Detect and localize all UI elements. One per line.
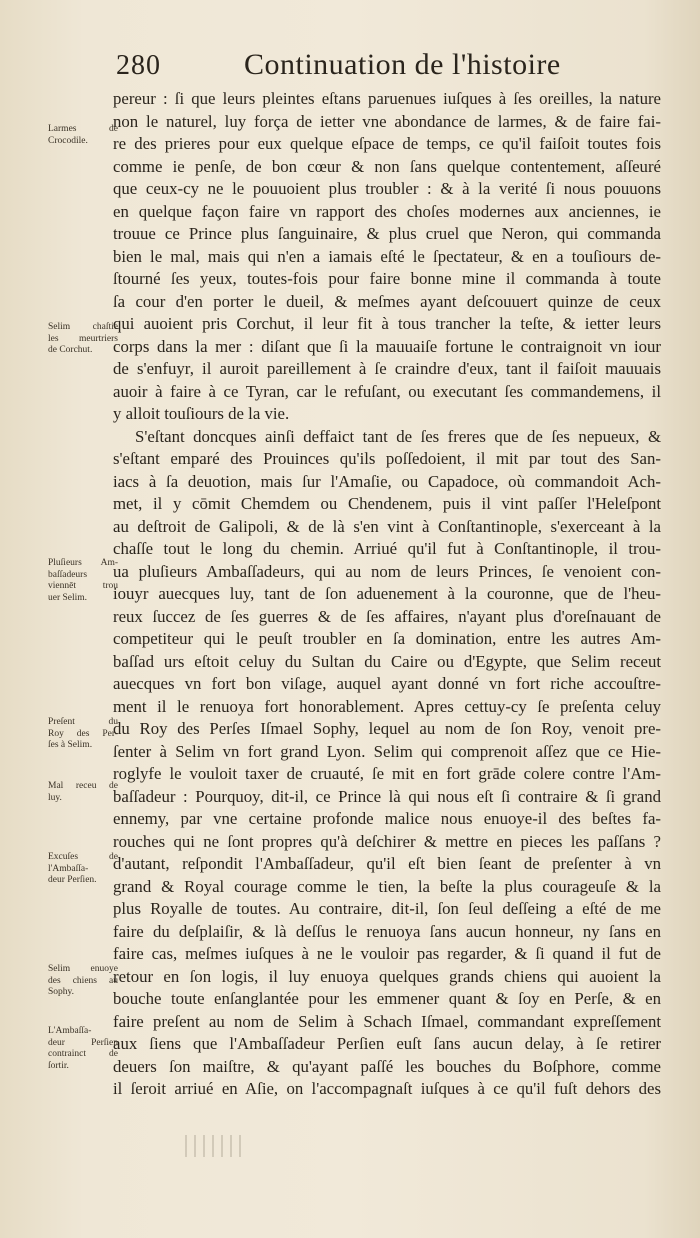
marginal-note-line: Selim enuoye [48,964,118,974]
marginal-note-excuses [48,852,118,887]
text-line: trouue ce Prince plus ſanguinaire, & plus cruel que Neron, qui commanda [113,224,661,243]
marginal-note-line: deur Perſien. [48,875,97,885]
text-line: re des prieres pour eux quelque eſpace de temps, ce qu'il faiſoit toutes fois [113,134,661,153]
text-line: de s'enfuyr, il auroit pareillement à ſe craindre d'eux, tant il faiſoit mauuais [113,359,661,378]
marginal-note-line: contrainct de [48,1049,118,1059]
body-text [113,88,661,1101]
text-line: ennemy, par vne certaine profonde malice nous enuoye-il des beſtes fa- [113,809,661,828]
text-line: du Roy des Perſes Iſmael Sophy, lequel au nom de ſon Roy, venoit pre- [113,719,661,738]
marginal-note-plusieurs-ambassadeurs [48,558,118,604]
marginal-note-line: Excuſes de [48,852,118,862]
text-line: reux ſuccez de ſes guerres & de ſes affaires, n'ayant plus d'oreſnauant de [113,606,661,626]
ink-smudge [185,1135,245,1157]
text-line: S'eſtant doncques ainſi deffaict tant de ſes freres que de ſes nepueux, & [135,426,661,446]
text-line: qui auoient pris Corchut, il leur fit à tous trancher la teſte, & ietter leurs [113,314,661,333]
text-line: auoir à faire à ce Tyran, car le refuſant, ou executant ſes commandemens, il [113,381,661,401]
text-line: rouches qui ne ſont propres qu'à deſchirer & mettre en pieces les paſſans ? [113,831,661,851]
running-title: Continuation de l'histoire [244,48,561,81]
text-line: competiteur qui le peuſt troubler en ſa domination, entre les autres Am- [113,629,661,648]
marginal-note-larmes [48,124,118,147]
text-line: comme ie penſe, de bon cœur & non ſans quelque contentement, aſſeuré [113,156,661,176]
text-line: il ſeroit arriué en Aſie, on l'accompagnaſt iuſques à ce qu'il fuſt dehors des [113,1079,661,1098]
text-line: aux ſiens que l'Ambaſſadeur Perſien euſt ſans aucun delay, à ſe retirer [113,1034,661,1053]
marginal-note-present [48,717,118,752]
text-line: ſenter à Selim vn fort grand Lyon. Selim qui comprenoit aſſez que ce Hie- [113,741,661,761]
page-header [116,46,640,86]
text-line: corps dans la mer : diſant que ſi la mauuaiſe fortune le contraignoit vn iour [113,336,661,356]
marginal-note-line: Preſent du [48,717,118,727]
page-number: 280 [116,50,161,81]
marginal-note-line: deur Perſien [48,1037,118,1048]
text-line: ment il le renuoya fort honorablement. Apres cettuy-cy ſe preſenta celuy [113,696,661,716]
marginal-note-line: Selim chaſtie [48,322,118,332]
marginal-note-line: Crocodile. [48,135,88,146]
text-line: ſtourné ſes yeux, toutes-fois pour faire bonne mine il commanda à toute [113,269,661,288]
text-line: non le naturel, luy força de ietter vne abondance de larmes, & de faire fai- [113,111,661,131]
marginal-note-line: les meurtriers [48,333,118,344]
text-line: y alloit touſiours de la vie. [113,404,290,423]
marginal-note-line: luy. [48,792,62,803]
text-line: iacs à ſa deuotion, mais ſur l'Amaſie, ou Capadoce, où commandoit Ach- [113,471,661,491]
marginal-note-selim-chastie [48,322,118,357]
text-line: plus Royalle de toutes. Au contraire, dit-il, ſon ſeul deſſeing a eſté de me [113,899,661,918]
text-line: au deſtroit de Galipoli, & de là s'en vint à Conſtantinople, s'exerceant à la [113,516,661,536]
text-line: faire preſent au nom de Selim à Schach Iſmael, commandant expreſſement [113,1011,661,1031]
text-line: ua pluſieurs Ambaſſadeurs, qui au nom de leurs Princes, ſe venoient con- [113,561,661,581]
marginal-note-line: ſortir. [48,1060,69,1071]
text-line: baſſadeur : Pourquoy, dit-il, ce Prince là qui nous eſt ſi contraire & ſi grand [113,786,661,806]
marginal-note-line: Sophy. [48,987,75,997]
marginal-note-line: uer Selim. [48,592,88,603]
marginal-note-line: Larmes de [48,124,118,134]
marginal-note-chiens [48,964,118,999]
text-line: que ceux-cy ne le pouuoient plus troubler : & à la verité ſi nous pouuons [113,179,661,198]
text-line: pereur : ſi que leurs pleintes eſtans paruenues iuſques à ſes oreilles, la nature [113,89,661,108]
text-line: en quelque façon faire vn rapport des choſes modernes aux anciennes, ie [113,201,661,221]
marginal-note-line: Pluſieurs Am- [48,558,118,568]
text-line: retour en ſon logis, il luy enuoya quelques grands chiens qui auoient la [113,966,661,986]
text-line: faire du deſplaiſir, & là deſſus le renuoya ſans aucun honneur, ny ſans en [113,921,661,941]
text-line: grand & Royal courage comme le tien, la beſte la plus courageuſe & la [113,876,661,896]
text-line: d'autant, reſpondit l'Ambaſſadeur, qu'il eſt bien ſeant de preſenter à vn [113,854,661,873]
text-line: s'eſtant emparé des Prouinces qu'ils poſſedoient, il mit par tout des San- [113,449,661,468]
text-line: deuers ſon maiſtre, & qu'ayant paſſé les bouches du Boſphore, comme [113,1056,661,1076]
text-line: bien le mal, mais qui n'en a iamais eſté le ſpectateur, & en a touſiours de- [113,246,661,266]
marginal-note-mal-receu [48,781,118,804]
marginal-note-line: ſes à Selim. [48,740,93,750]
text-line: baſſad urs eſtoit celuy du Sultan du Caire ou d'Egypte, que Selim receut [113,651,661,671]
marginal-note-line: l'Ambaſſa- [48,863,89,874]
text-line: auecques vn fort bon viſage, auquel ayant donné vn fort riche accouſtre- [113,674,661,693]
marginal-note-line: Mal receu de [48,781,118,791]
marginal-note-line: de Corchut. [48,345,93,355]
text-line: bouche toute enſanglantée pour les emmener quant & ſoy en Perſe, & en [113,989,661,1008]
text-line: faire cas, meſmes iuſques à ne le vouloir pas regarder, & ſi quand il fut de [113,944,661,963]
text-line: met, il y cōmit Chemdem ou Chendenem, puis il vint paſſer l'Heleſpont [113,494,661,513]
marginal-note-line: viennēt trou [48,581,118,591]
marginal-note-line: baſſadeurs [48,569,88,580]
text-line: roglyfe le vouloit taxer de cruauté, ſe mit en fort grāde colere contre l'Am- [113,764,661,783]
marginal-note-line: L'Ambaſſa- [48,1026,92,1036]
marginal-note-line: des chiens au [48,975,118,986]
text-line: chaſſe tout le long du chemin. Arriué qu'il fut à Conſtantinople, il trou- [113,539,661,558]
marginal-note-contrainct [48,1026,118,1072]
text-line: ſa cour d'en porter le dueil, & meſmes ayant deſcouuert quinze de ceux [113,291,661,311]
marginal-note-line: Roy des Per- [48,728,118,739]
text-line: iouyr auecques luy, tant de ſon aduenement à la couronne, que de l'heu- [113,584,661,603]
